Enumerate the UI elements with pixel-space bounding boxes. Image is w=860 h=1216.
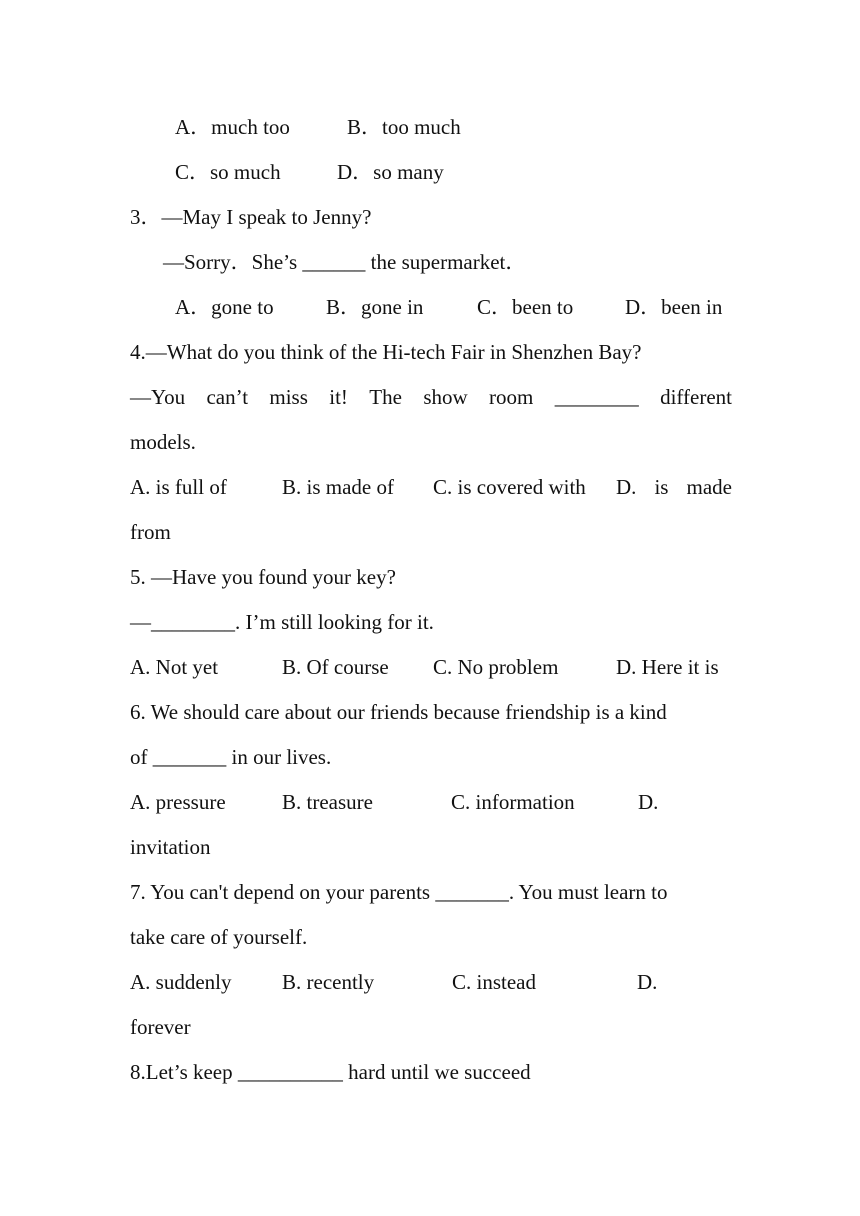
q3-option-d: D．been in <box>625 295 723 319</box>
q5-option-a: A. Not yet <box>130 655 219 679</box>
q2-option-a: A．much too <box>175 115 290 139</box>
q4-reply-word: —You <box>130 385 186 409</box>
q4-reply-word: room <box>489 385 534 409</box>
q5-stem: 5. —Have you found your key? <box>130 565 396 589</box>
q3-reply: —Sorry．She’s ______ the supermarket． <box>163 250 527 274</box>
q6-option-d: D. <box>638 790 659 814</box>
q7-option-a: A. suddenly <box>130 970 232 994</box>
q4-reply-word: miss <box>269 385 308 409</box>
q3-stem: 3．—May I speak to Jenny? <box>130 205 372 229</box>
q4-option-c: C. is covered with <box>433 475 586 499</box>
q6-stem-cont: of _______ in our lives. <box>130 745 332 769</box>
q6-option-d-cont: invitation <box>130 835 211 859</box>
q4-option-d-word: is <box>654 475 669 499</box>
q2-options-row-2 <box>175 150 732 195</box>
q4-option-d <box>616 465 732 510</box>
q3-option-c: C．been to <box>477 295 574 319</box>
q6-option-c: C. information <box>451 790 575 814</box>
q5-reply: —________. I’m still looking for it. <box>130 610 434 634</box>
q3-options <box>175 285 732 330</box>
q2-options-row-1 <box>175 105 732 150</box>
q5-option-d: D. Here it is <box>616 655 719 679</box>
q4-reply-word: it! <box>329 385 348 409</box>
q4-reply-cont: models. <box>130 430 196 454</box>
q2-option-b: B．too much <box>347 115 461 139</box>
q4-option-b: B. is made of <box>282 475 394 499</box>
q6-options <box>130 780 732 825</box>
q6-option-a: A. pressure <box>130 790 226 814</box>
q4-option-a: A. is full of <box>130 475 227 499</box>
q7-stem: 7. You can't depend on your parents _______. You must learn to <box>130 880 668 904</box>
q4-reply-word: can’t <box>206 385 249 409</box>
q4-reply <box>130 375 732 420</box>
q2-option-c: C．so much <box>175 160 281 184</box>
q2-option-d: D．so many <box>337 160 444 184</box>
q4-reply-word: different <box>660 385 732 409</box>
q4-reply-blank: ________ <box>554 385 639 409</box>
q6-option-b: B. treasure <box>282 790 373 814</box>
q4-option-d-word: D. <box>616 475 637 499</box>
q4-reply-word: The <box>369 385 402 409</box>
q4-option-d-cont: from <box>130 520 171 544</box>
q4-options <box>130 465 732 510</box>
q5-option-c: C. No problem <box>433 655 559 679</box>
q8-stem: 8.Let’s keep __________ hard until we succeed <box>130 1060 531 1084</box>
q5-option-b: B. Of course <box>282 655 389 679</box>
q7-option-b: B. recently <box>282 970 375 994</box>
q7-option-c: C. instead <box>452 970 536 994</box>
q4-stem: 4.—What do you think of the Hi-tech Fair in Shenzhen Bay? <box>130 340 642 364</box>
q7-option-d-cont: forever <box>130 1015 191 1039</box>
q7-options <box>130 960 732 1005</box>
q4-option-d-word: made <box>686 475 732 499</box>
q7-stem-cont: take care of yourself. <box>130 925 308 949</box>
q6-stem: 6. We should care about our friends because friendship is a kind <box>130 700 667 724</box>
q4-reply-word: show <box>423 385 468 409</box>
q3-option-a: A．gone to <box>175 295 274 319</box>
q7-option-d: D. <box>637 970 658 994</box>
q5-options <box>130 645 732 690</box>
q3-option-b: B．gone in <box>326 295 424 319</box>
